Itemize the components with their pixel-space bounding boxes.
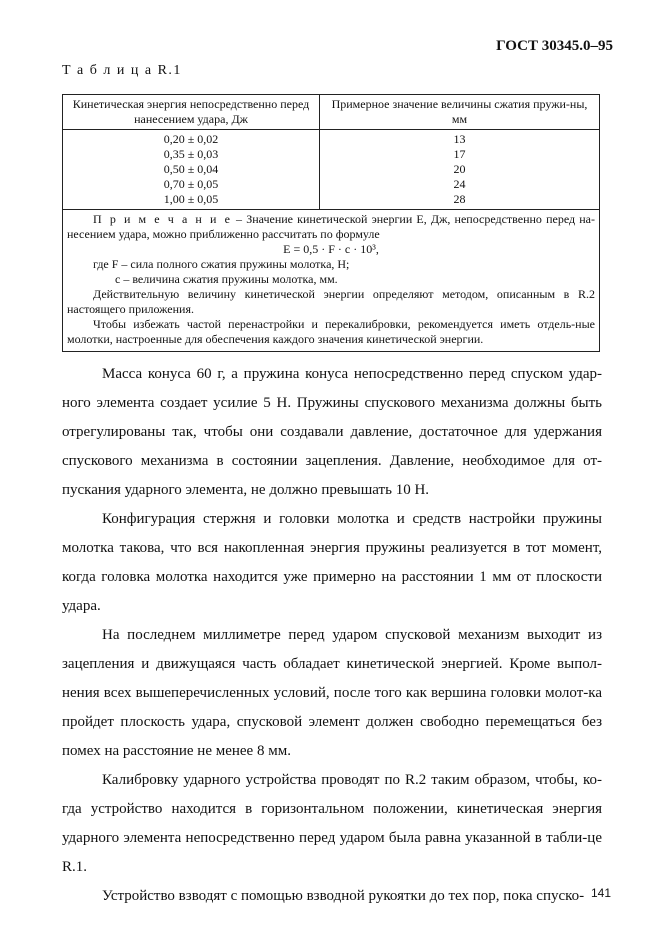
table-header <box>63 95 599 130</box>
energy-formula: E = 0,5 · F · c · 10³, <box>283 242 379 256</box>
header-compression: Примерное значение величины сжатия пружи-ны, мм <box>331 97 588 126</box>
table-cell-energy: 1,00 ± 0,05 <box>163 192 219 206</box>
table-cell-compression: 20 <box>453 162 466 176</box>
compression-column <box>320 130 599 209</box>
table-title: Т а б л и ц а R.1 <box>62 63 182 78</box>
table-cell-compression: 28 <box>453 192 466 206</box>
page-number: 141 <box>590 886 611 900</box>
note-where-c: c – величина сжатия пружины молотка, мм. <box>115 272 338 286</box>
table-cell-energy: 0,50 ± 0,04 <box>163 162 219 176</box>
note-label: П р и м е ч а н и е <box>93 212 232 226</box>
table-cell-compression: 13 <box>453 132 466 146</box>
paragraph: На последнем миллиметре перед ударом спусковой механизм выходит из зацепления и движущаяся часть обладает кинетической энергией. Кроме выпол-нения всех вышеперечисленных условий, после того как вершина головки молот-ка пройдет плоскость удара, спусковой элемент должен свободно перемещаться без помех на расстояние не менее 8 мм. <box>62 627 602 759</box>
table-body <box>63 130 599 210</box>
note-recommend: Чтобы избежать частой перенастройки и перекалибровки, рекомендуется иметь отдель-ные молотки, настроенные для обеспечения каждого значения кинетической энергии. <box>67 317 595 346</box>
body-text <box>62 360 602 911</box>
note-intro <box>67 212 595 242</box>
energy-column <box>63 130 320 209</box>
paragraph: Конфигурация стержня и головки молотка и средств настройки пружины молотка такова, что вся накопленная энергия пружины реализуется в тот момент, когда головка молотка находится уже примерно на расстоянии 1 мм от плоскости удара. <box>62 511 602 614</box>
note-where-f: где F – сила полного сжатия пружины молотка, Н; <box>93 257 350 271</box>
table-note <box>63 210 599 351</box>
document-code: ГОСТ 30345.0–95 <box>496 38 613 54</box>
paragraph: Устройство взводят с помощью взводной рукоятки до тех пор, пока спуско- <box>102 888 585 904</box>
table-cell-compression: 24 <box>453 177 466 191</box>
table-cell-compression: 17 <box>453 147 466 161</box>
note-text: – Значение кинетической энергии E, Дж, непосредственно перед на-несением удара, можно приближенно рассчитать по формуле <box>67 212 595 241</box>
table-cell-energy: 0,20 ± 0,02 <box>163 132 219 146</box>
paragraph: Масса конуса 60 г, а пружина конуса непосредственно перед спуском удар-ного элемента создает усилие 5 Н. Пружины спускового механизма должны быть отрегулированы так, чтобы они создавали давление, достаточное для удержания спускового механизма в состоянии зацепления. Давление, необходимое для от-пускания ударного элемента, не должно превышать 10 Н. <box>62 366 602 498</box>
table-r1 <box>62 94 600 352</box>
table-cell-energy: 0,35 ± 0,03 <box>163 147 219 161</box>
table-cell-energy: 0,70 ± 0,05 <box>163 177 219 191</box>
header-energy: Кинетическая энергия непосредственно перед нанесением удара, Дж <box>63 95 320 129</box>
paragraph: Калибровку ударного устройства проводят по R.2 таким образом, чтобы, ко-гда устройство находится в горизонтальном положении, кинетическая энергия ударного элемента непосредственно перед ударом была равна указанной в табли-це R.1. <box>62 772 602 875</box>
note-actual: Действительную величину кинетической энергии определяют методом, описанным в R.2 настоящего приложения. <box>67 287 595 316</box>
